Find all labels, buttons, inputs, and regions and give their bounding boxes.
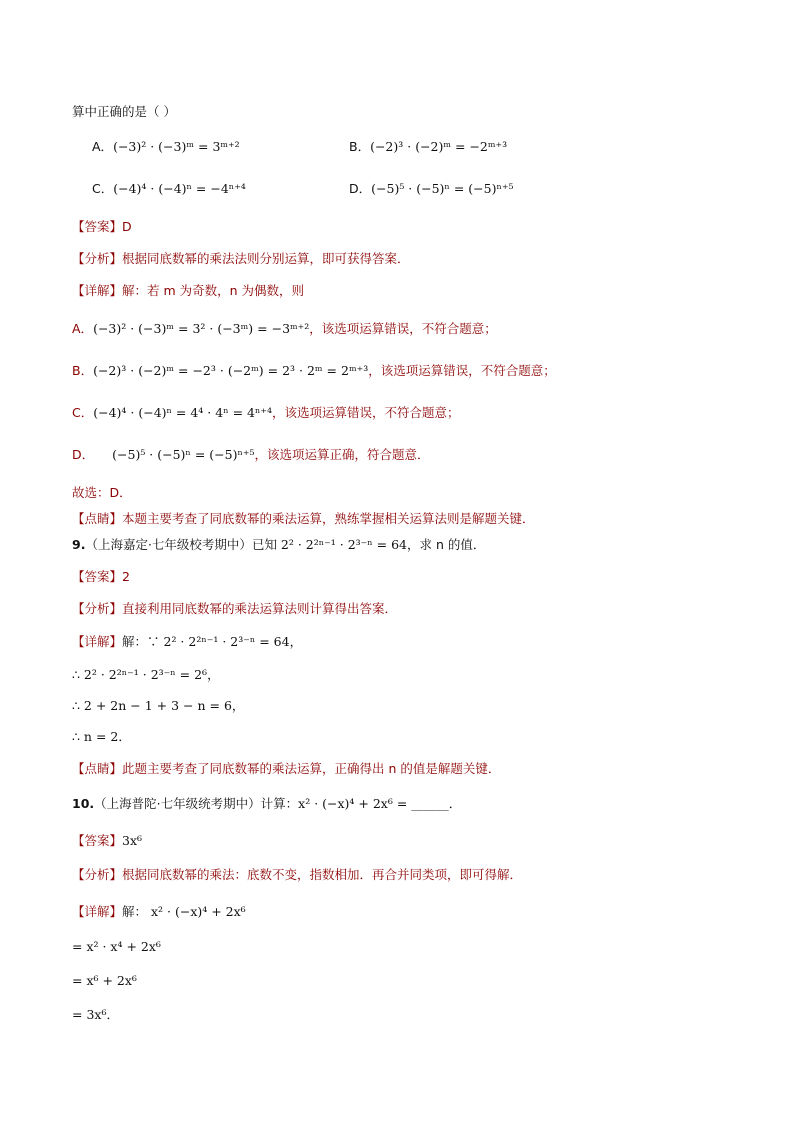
line-note: ，该选项运算错误，不符合题意； [272, 405, 460, 420]
q10-stem [72, 795, 461, 813]
option-expr: (−5)⁵ · (−5)ⁿ = (−5)ⁿ⁺⁵ [371, 181, 514, 196]
question-number: 10. [72, 796, 95, 811]
q10-step-1: = x² · x⁴ + 2x⁶ [72, 939, 161, 954]
q8-option-b [349, 138, 507, 156]
stem-expr: 2² · 2²ⁿ⁻¹ · 2³⁻ⁿ = 64 [280, 537, 408, 552]
detail-tag: 【详解】 [72, 634, 123, 649]
line-expr: (−2)³ · (−2)ᵐ = −2³ · (−2ᵐ) = 2³ · 2ᵐ = 2ᵐ⁺³ [93, 363, 369, 378]
option-label: A． [92, 139, 114, 154]
q9-analysis [72, 600, 397, 618]
answer-tag: 【答案】 [72, 219, 123, 234]
line-expr: (−3)² · (−3)ᵐ = 3² · (−3ᵐ) = −3ᵐ⁺² [93, 321, 310, 336]
q9-stem [72, 536, 485, 554]
q8-choice: 故选：D． [72, 485, 132, 500]
answer-value: 3x⁶ [122, 833, 143, 848]
answer-value: D [122, 219, 132, 234]
q10-analysis [72, 866, 522, 884]
stem-expr: x² · (−x)⁴ + 2x⁶ = ______ [298, 796, 449, 811]
option-label: C． [92, 181, 114, 196]
comment-text: 此题主要考查了同底数幂的乘法运算，正确得出 n 的值是解题关键． [122, 761, 501, 776]
line-note: ，该选项运算错误，不符合题意； [309, 321, 497, 336]
q8-detail-line-a [72, 320, 497, 338]
q10-answer [72, 832, 142, 850]
line-label: B． [72, 363, 94, 378]
q8-analysis [72, 250, 410, 268]
question-source: （上海嘉定·七年级校考期中） [85, 537, 252, 552]
comment-tag: 【点睛】 [72, 761, 123, 776]
stem-post: ． [448, 796, 462, 811]
q9-step-1: ∴ 2² · 2²ⁿ⁻¹ · 2³⁻ⁿ = 2⁶， [72, 667, 220, 682]
q8-detail-intro [72, 282, 304, 300]
q10-step-3: = 3x⁶． [72, 1007, 119, 1022]
analysis-text: 根据同底数幂的乘法法则分别运算，即可获得答案． [122, 251, 410, 266]
line-label: D． [72, 447, 95, 462]
q9-detail-first [72, 633, 302, 651]
stem-pre: 计算： [260, 796, 299, 811]
option-expr: (−3)² · (−3)ᵐ = 3ᵐ⁺² [113, 139, 240, 154]
line-expr: (−5)⁵ · (−5)ⁿ = (−5)ⁿ⁺⁵ [112, 447, 255, 462]
line-expr: (−4)⁴ · (−4)ⁿ = 4⁴ · 4ⁿ = 4ⁿ⁺⁴ [93, 405, 272, 420]
q8-comment [72, 510, 535, 528]
line-note: ，该选项运算错误，不符合题意； [368, 363, 556, 378]
question-source: （上海普陀·七年级统考期中） [94, 796, 261, 811]
q9-step-3: ∴ n = 2． [72, 729, 131, 744]
stem-post: ，求 n 的值． [407, 537, 486, 552]
q8-option-c [92, 180, 246, 198]
line-note: ，该选项运算正确，符合题意． [254, 447, 430, 462]
option-expr: (−2)³ · (−2)ᵐ = −2ᵐ⁺³ [370, 139, 508, 154]
analysis-text: 直接利用同底数幂的乘法运算法则计算得出答案． [122, 601, 398, 616]
analysis-tag: 【分析】 [72, 867, 123, 882]
question-number: 9. [72, 537, 86, 552]
line-label: C． [72, 405, 94, 420]
q8-stem: 算中正确的是（ ） [72, 104, 176, 119]
q8-answer [72, 218, 132, 236]
line-label: A． [72, 321, 94, 336]
q8-option-d [349, 180, 513, 198]
q8-detail-line-b [72, 362, 556, 380]
detail-text: 解：∵ 2² · 2²ⁿ⁻¹ · 2³⁻ⁿ = 64， [122, 634, 303, 649]
detail-text: 解：若 m 为奇数，n 为偶数，则 [122, 283, 305, 298]
q10-step-2: = x⁶ + 2x⁶ [72, 973, 137, 988]
q10-detail-first [72, 903, 246, 921]
detail-text: 解： x² · (−x)⁴ + 2x⁶ [122, 904, 246, 919]
comment-text: 本题主要考查了同底数幂的乘法运算，熟练掌握相关运算法则是解题关键． [122, 511, 535, 526]
option-label: D． [349, 181, 372, 196]
detail-tag: 【详解】 [72, 904, 123, 919]
analysis-tag: 【分析】 [72, 251, 123, 266]
answer-tag: 【答案】 [72, 833, 123, 848]
q9-comment [72, 760, 500, 778]
comment-tag: 【点睛】 [72, 511, 123, 526]
q8-detail-line-c [72, 404, 460, 422]
stem-pre: 已知 [251, 537, 281, 552]
option-expr: (−4)⁴ · (−4)ⁿ = −4ⁿ⁺⁴ [113, 181, 246, 196]
analysis-tag: 【分析】 [72, 601, 123, 616]
q8-detail-line-d [72, 446, 429, 464]
q8-option-a [92, 138, 240, 156]
q9-step-2: ∴ 2 + 2n − 1 + 3 − n = 6， [72, 698, 245, 713]
answer-value: 2 [122, 569, 130, 584]
analysis-text: 根据同底数幂的乘法：底数不变，指数相加．再合并同类项，即可得解． [122, 867, 523, 882]
option-label: B． [349, 139, 371, 154]
answer-tag: 【答案】 [72, 569, 123, 584]
detail-tag: 【详解】 [72, 283, 123, 298]
q9-answer [72, 568, 130, 586]
